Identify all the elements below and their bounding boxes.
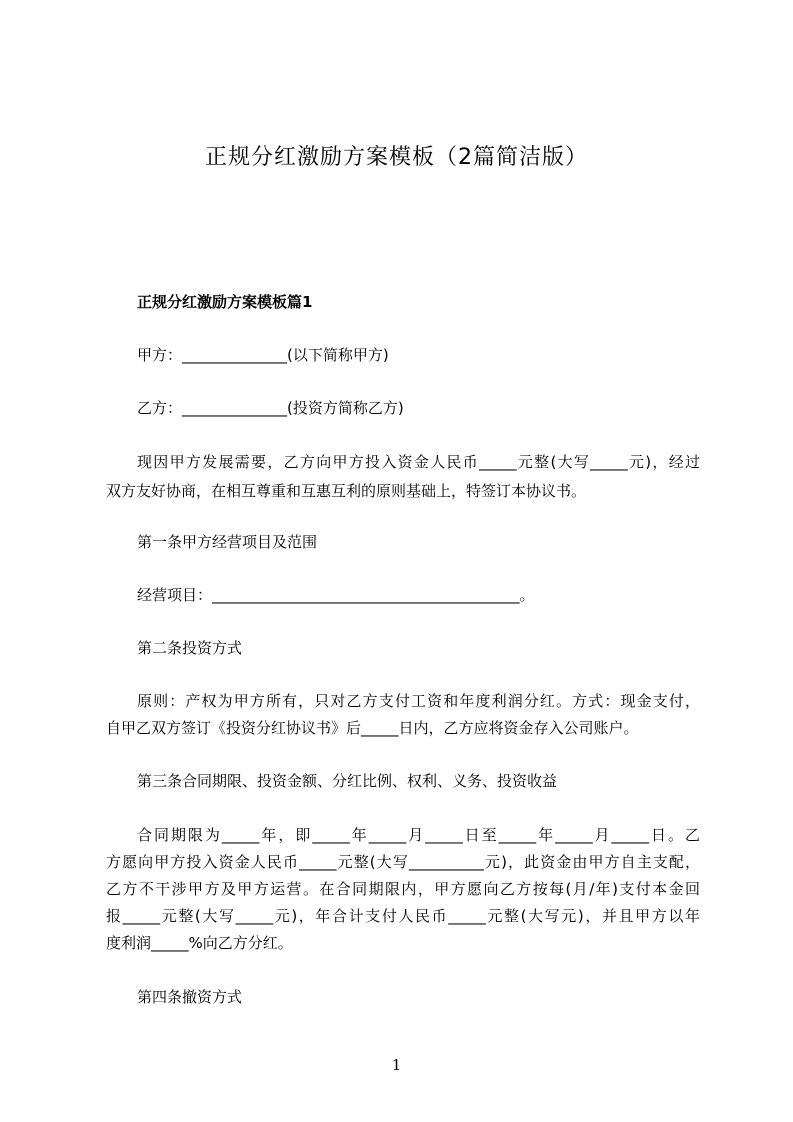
section-heading: 正规分红激励方案模板篇1 xyxy=(137,293,313,311)
article-2-heading: 第二条投资方式 xyxy=(137,639,243,657)
article-3-heading: 第三条合同期限、投资金额、分红比例、权利、义务、投资收益 xyxy=(137,772,558,790)
party-a-line: 甲方：______________(以下简称甲方) xyxy=(137,346,389,364)
party-b-line: 乙方：______________(投资方简称乙方) xyxy=(137,399,404,417)
article-1-heading: 第一条甲方经营项目及范围 xyxy=(137,533,318,551)
article-4-heading: 第四条撤资方式 xyxy=(137,988,243,1006)
article-3-line-4: 报_____元整(大写_____元)，年合计支付人民币_____元整(大写元)，并且甲方以年 xyxy=(106,907,700,925)
article-3-line-1: 合同期限为_____年，即_____年_____月_____日至_____年_____月_____日。乙 xyxy=(137,826,700,844)
intro-line-1: 现因甲方发展需要，乙方向甲方投入资金人民币_____元整(大写_____元)，经过 xyxy=(137,453,700,471)
article-1-body: 经营项目：_________________________________________。 xyxy=(137,586,535,604)
article-3-line-5: 度利润_____%向乙方分红。 xyxy=(106,934,293,952)
document-title: 正规分红激励方案模板（2篇简洁版） xyxy=(205,145,588,170)
article-2-line-1: 原则：产权为甲方所有，只对乙方支付工资和年度利润分红。方式：现金支付， xyxy=(137,692,700,710)
article-3-line-3: 乙方不干涉甲方及甲方运营。在合同期限内，甲方愿向乙方按每(月/年)支付本金回 xyxy=(106,880,700,898)
article-2-line-2: 自甲乙双方签订《投资分红协议书》后_____日内，乙方应将资金存入公司账户。 xyxy=(106,719,639,737)
article-3-line-2: 方愿向甲方投入资金人民币_____元整(大写__________元)，此资金由甲方自主支配， xyxy=(106,853,700,871)
intro-line-2: 双方友好协商，在相互尊重和互惠互利的原则基础上，特签订本协议书。 xyxy=(106,482,587,500)
page-number: 1 xyxy=(391,1056,402,1074)
